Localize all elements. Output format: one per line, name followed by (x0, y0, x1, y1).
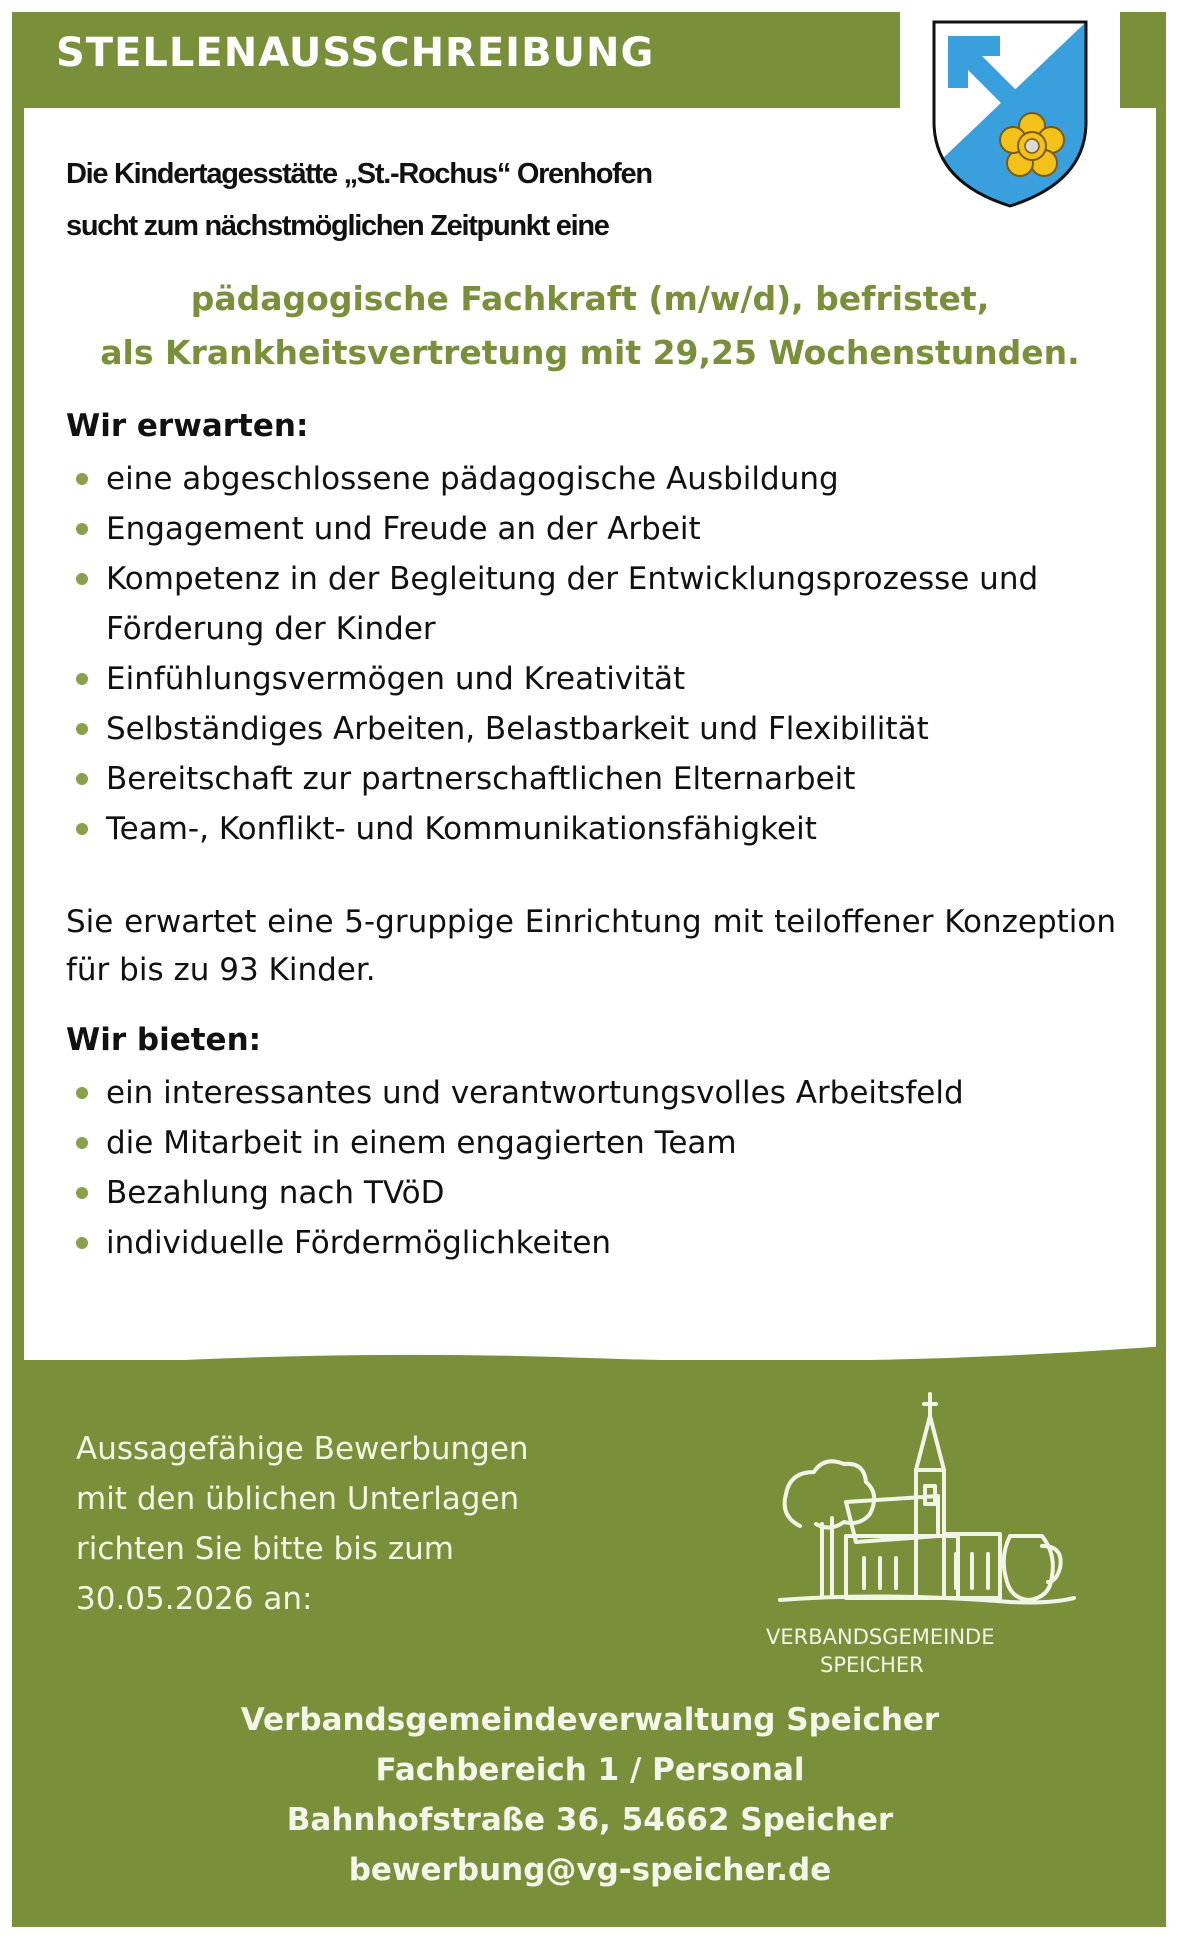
facility-description: Sie erwartet eine 5-gruppige Einrichtung mit teiloffener Konzeption für bis zu 93 Kinder. (66, 904, 1116, 988)
list-item: eine abgeschlossene pädagogische Ausbildung (66, 454, 1116, 504)
contact-address (24, 1695, 1156, 1895)
headline-line-2: als Krankheitsvertretung mit 29,25 Wochenstunden. (100, 333, 1080, 372)
list-item: ein interessantes und verantwortungsvolles Arbeitsfeld (66, 1068, 1116, 1118)
bullet-icon (76, 673, 88, 685)
bullet-icon (76, 723, 88, 735)
application-instructions (76, 1424, 596, 1624)
verbandsgemeinde-logo (760, 1386, 1080, 1686)
list-item: Engagement und Freude an der Arbeit (66, 504, 1116, 554)
list-item: Selbständiges Arbeiten, Belastbarkeit und Flexibilität (66, 704, 1116, 754)
page-title: STELLENAUSSCHREIBUNG (56, 30, 655, 76)
address-street: Bahnhofstraße 36, 54662 Speicher (286, 1802, 894, 1838)
email-link[interactable]: bewerbung@vg-speicher.de (348, 1852, 832, 1888)
bullet-icon (76, 823, 88, 835)
offer-list (66, 1068, 1116, 1268)
intro-line-2: sucht zum nächstmöglichen Zeitpunkt eine (66, 210, 609, 242)
list-item: Bereitschaft zur partnerschaftlichen Elternarbeit (66, 754, 1116, 804)
bullet-icon (76, 1187, 88, 1199)
intro-line-1: Die Kindertagesstätte „St.-Rochus“ Orenhofen (66, 158, 652, 190)
intro-text (66, 148, 866, 252)
list-item: individuelle Fördermöglichkeiten (66, 1218, 1116, 1268)
job-headline (24, 272, 1156, 380)
bullet-icon (76, 473, 88, 485)
apply-line-2: mit den üblichen Unterlagen (76, 1481, 520, 1517)
list-item: Einfühlungsvermögen und Kreativität (66, 654, 1116, 704)
section-wave (12, 1340, 1166, 1380)
list-item: Bezahlung nach TVöD (66, 1168, 1116, 1218)
offer-title: Wir bieten: (66, 1022, 262, 1058)
bullet-icon (76, 523, 88, 535)
apply-line-3: richten Sie bitte bis zum (76, 1531, 454, 1567)
list-item: Team-, Konflikt- und Kommunikationsfähigkeit (66, 804, 1116, 854)
list-item: die Mitarbeit in einem engagierten Team (66, 1118, 1116, 1168)
expect-title: Wir erwarten: (66, 408, 309, 444)
logo-line-2: SPEICHER (820, 1653, 924, 1677)
address-dept: Fachbereich 1 / Personal (375, 1752, 805, 1788)
bullet-icon (76, 1137, 88, 1149)
headline-line-1: pädagogische Fachkraft (m/w/d), befristet, (190, 279, 990, 318)
coat-of-arms-icon (920, 12, 1100, 212)
logo-line-1: VERBANDSGEMEINDE (766, 1625, 995, 1649)
address-org: Verbandsgemeindeverwaltung Speicher (240, 1702, 940, 1738)
apply-deadline: 30.05.2026 an: (76, 1581, 313, 1617)
bullet-icon (76, 1087, 88, 1099)
apply-line-1: Aussagefähige Bewerbungen (76, 1431, 529, 1467)
list-item: Kompetenz in der Begleitung der Entwicklungsprozesse und Förderung der Kinder (66, 554, 1116, 654)
expect-list (66, 454, 1116, 854)
bullet-icon (76, 1237, 88, 1249)
bullet-icon (76, 773, 88, 785)
bullet-icon (76, 573, 88, 585)
